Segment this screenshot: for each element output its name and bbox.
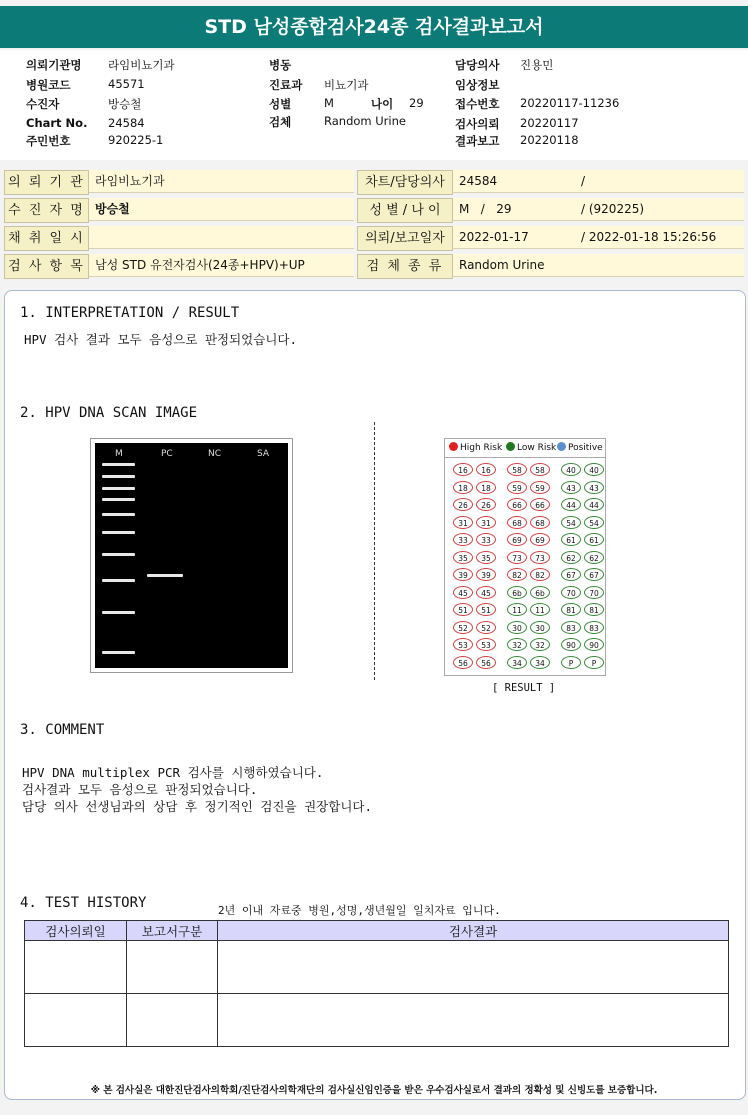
- marker-band: [102, 513, 135, 516]
- dept-value: 비뇨기과: [324, 78, 369, 92]
- gel-background: [95, 443, 288, 668]
- hpv-type-cell: 90: [584, 638, 604, 651]
- history-col-result: 검사결과: [218, 921, 729, 941]
- info-label: 의 뢰 기 관: [4, 170, 89, 195]
- grid-legend: [445, 439, 605, 458]
- resident-no-label: 주민번호: [26, 134, 71, 148]
- hpv-type-cell: 58: [530, 463, 550, 476]
- report-header: [0, 50, 748, 160]
- hpv-type-cell: 90: [561, 638, 581, 651]
- section-history-title: 4. TEST HISTORY: [20, 895, 147, 911]
- hpv-type-cell: 39: [476, 568, 496, 581]
- age-value: 29: [409, 96, 424, 110]
- info-label: 검 사 항 목: [4, 254, 89, 279]
- info-row: [0, 198, 748, 223]
- history-table: [24, 920, 729, 1047]
- hpv-type-cell: 52: [453, 621, 473, 634]
- info-row: [0, 254, 748, 279]
- hpv-type-cell: 34: [507, 656, 527, 669]
- hpv-type-cell: 82: [507, 568, 527, 581]
- section-comment-title: 3. COMMENT: [20, 722, 105, 738]
- history-cell: [25, 994, 127, 1047]
- hpv-type-cell: 45: [453, 586, 473, 599]
- hpv-type-cell: 43: [584, 481, 604, 494]
- history-cell: [127, 941, 218, 994]
- hpv-type-cell: 35: [476, 551, 496, 564]
- hpv-type-cell: 67: [561, 568, 581, 581]
- info-label: 성 별 / 나 이: [357, 198, 453, 223]
- age-label: 나이: [371, 97, 394, 111]
- specimen-value: Random Urine: [324, 114, 406, 128]
- hpv-type-cell: 26: [453, 498, 473, 511]
- hpv-type-cell: 43: [561, 481, 581, 494]
- history-cell: [218, 994, 729, 1047]
- hpv-type-cell: P: [561, 656, 581, 669]
- resident-no-value: 920225-1: [108, 133, 164, 147]
- hpv-type-cell: 40: [584, 463, 604, 476]
- hpv-type-cell: 68: [507, 516, 527, 529]
- comment-line: 담당 의사 선생님과의 상담 후 정기적인 검진을 권장합니다.: [22, 799, 373, 814]
- clinical-info-label: 임상정보: [455, 78, 500, 92]
- hpv-type-cell: 73: [530, 551, 550, 564]
- hpv-type-cell: 30: [507, 621, 527, 634]
- info-value: / 2022-01-18 15:26:56: [575, 226, 744, 249]
- marker-band: [102, 475, 135, 478]
- info-value: /: [575, 170, 744, 193]
- marker-band: [102, 487, 135, 490]
- info-value: 방승철: [89, 198, 354, 221]
- chart-no-value: 24584: [108, 116, 145, 130]
- hpv-type-cell: 52: [476, 621, 496, 634]
- info-row: [0, 226, 748, 251]
- hospital-code-value: 45571: [108, 77, 145, 91]
- hpv-type-cell: 53: [476, 638, 496, 651]
- patient-value: 방승철: [108, 97, 142, 111]
- hpv-type-cell: 39: [453, 568, 473, 581]
- chart-no-label: Chart No.: [26, 116, 88, 130]
- hospital-label: 의뢰기관명: [26, 58, 82, 72]
- history-col-report-type: 보고서구분: [127, 921, 218, 941]
- hpv-type-cell: 67: [584, 568, 604, 581]
- legend-positive: [557, 442, 603, 453]
- lane-label: SA: [257, 449, 270, 459]
- hpv-type-cell: 81: [561, 603, 581, 616]
- info-value: Random Urine: [453, 254, 744, 277]
- hpv-type-cell: 54: [584, 516, 604, 529]
- info-label: 차트/담당의사: [357, 170, 453, 195]
- history-cell: [127, 994, 218, 1047]
- info-label: 수 진 자 명: [4, 198, 89, 223]
- history-cell: [218, 941, 729, 994]
- hpv-type-cell: P: [584, 656, 604, 669]
- hpv-type-cell: 73: [507, 551, 527, 564]
- info-value: 라임비뇨기과: [89, 170, 354, 193]
- report-date-value: 20220118: [520, 133, 579, 147]
- hpv-type-cell: 51: [453, 603, 473, 616]
- hpv-type-cell: 6b: [507, 586, 527, 599]
- hpv-type-cell: 35: [453, 551, 473, 564]
- hpv-type-cell: 69: [507, 533, 527, 546]
- info-value: 24584: [453, 170, 575, 193]
- hpv-type-cell: 44: [584, 498, 604, 511]
- divider-line: [374, 422, 375, 680]
- hpv-type-cell: 54: [561, 516, 581, 529]
- request-date-label: 검사의뢰: [455, 117, 500, 131]
- marker-band: [102, 553, 135, 556]
- hpv-type-cell: 45: [476, 586, 496, 599]
- section-scan-title: 2. HPV DNA SCAN IMAGE: [20, 405, 198, 421]
- hpv-type-cell: 59: [530, 481, 550, 494]
- patient-label: 수진자: [26, 97, 60, 111]
- marker-band: [102, 579, 135, 582]
- legend-dot: [449, 442, 458, 451]
- hpv-type-cell: 44: [561, 498, 581, 511]
- hpv-type-cell: 16: [453, 463, 473, 476]
- info-value: M / 29: [453, 198, 575, 221]
- hospital-value: 라임비뇨기과: [108, 58, 175, 72]
- dept-label: 진료과: [269, 78, 303, 92]
- hpv-type-cell: 59: [507, 481, 527, 494]
- marker-band: [102, 531, 135, 534]
- hpv-type-cell: 26: [476, 498, 496, 511]
- history-row: [25, 994, 729, 1047]
- hpv-type-cell: 40: [561, 463, 581, 476]
- hpv-type-cell: 56: [453, 656, 473, 669]
- interpretation-text: HPV 검사 결과 모두 음성으로 판정되었습니다.: [24, 332, 298, 347]
- receipt-no-value: 20220117-11236: [520, 96, 620, 110]
- lane-label: NC: [208, 449, 222, 459]
- hpv-type-cell: 31: [476, 516, 496, 529]
- hpv-type-cell: 11: [507, 603, 527, 616]
- lane-label: PC: [161, 449, 173, 459]
- hpv-type-cell: 70: [584, 586, 604, 599]
- hpv-type-cell: 69: [530, 533, 550, 546]
- ward-label: 병동: [269, 58, 292, 72]
- info-value: 남성 STD 유전자검사(24종+HPV)+UP: [89, 254, 354, 277]
- gel-image: [90, 438, 293, 673]
- hpv-type-cell: 61: [561, 533, 581, 546]
- footer-notice: ※ 본 검사실은 대한진단검사의학회/진단검사의학재단의 검사실신임인증을 받은 우수검사실로서 결과의 정확성 및 신빙도를 보증합니다.: [90, 1085, 658, 1096]
- pc-band: [147, 574, 183, 577]
- sex-value: M: [324, 96, 334, 110]
- info-label: 의뢰/보고일자: [357, 226, 453, 251]
- hpv-type-cell: 11: [530, 603, 550, 616]
- hpv-type-cell: 66: [530, 498, 550, 511]
- info-value: 2022-01-17: [453, 226, 575, 249]
- hpv-type-cell: 16: [476, 463, 496, 476]
- history-row: [25, 941, 729, 994]
- report-title: STD 남성종합검사24종 검사결과보고서: [0, 6, 748, 48]
- hpv-type-cell: 32: [530, 638, 550, 651]
- hpv-type-cell: 82: [530, 568, 550, 581]
- hpv-type-cell: 33: [476, 533, 496, 546]
- hpv-type-cell: 62: [561, 551, 581, 564]
- hpv-result-grid: [444, 438, 606, 676]
- marker-band: [102, 463, 135, 466]
- hpv-type-cell: 83: [561, 621, 581, 634]
- request-date-value: 20220117: [520, 116, 579, 130]
- legend-high-risk: [449, 442, 502, 453]
- hospital-code-label: 병원코드: [26, 78, 71, 92]
- info-value: / (920225): [575, 198, 744, 221]
- info-value: [89, 226, 354, 249]
- hpv-type-cell: 53: [453, 638, 473, 651]
- comment-line: 검사결과 모두 음성으로 판정되었습니다.: [22, 782, 258, 797]
- hpv-type-cell: 81: [584, 603, 604, 616]
- receipt-no-label: 접수번호: [455, 97, 500, 111]
- hpv-type-cell: 70: [561, 586, 581, 599]
- legend-label: Low Risk: [517, 443, 557, 453]
- doctor-value: 진용민: [520, 58, 554, 72]
- history-cell: [25, 941, 127, 994]
- hpv-type-cell: 18: [476, 481, 496, 494]
- hpv-type-cell: 58: [507, 463, 527, 476]
- specimen-label: 검체: [269, 115, 292, 129]
- hpv-type-cell: 34: [530, 656, 550, 669]
- hpv-type-cell: 33: [453, 533, 473, 546]
- hpv-type-cell: 83: [584, 621, 604, 634]
- hpv-type-cell: 62: [584, 551, 604, 564]
- hpv-type-cell: 51: [476, 603, 496, 616]
- report-date-label: 결과보고: [455, 134, 500, 148]
- legend-label: High Risk: [460, 443, 503, 453]
- hpv-type-cell: 31: [453, 516, 473, 529]
- hpv-type-cell: 61: [584, 533, 604, 546]
- hpv-type-cell: 66: [507, 498, 527, 511]
- lane-label: M: [115, 449, 123, 459]
- info-label: 검 체 종 류: [357, 254, 453, 279]
- info-row: [0, 170, 748, 195]
- hpv-type-cell: 68: [530, 516, 550, 529]
- hpv-type-cell: 18: [453, 481, 473, 494]
- doctor-label: 담당의사: [455, 58, 500, 72]
- sex-label: 성별: [269, 97, 292, 111]
- info-label: 채 취 일 시: [4, 226, 89, 251]
- marker-band: [102, 611, 135, 614]
- marker-band: [102, 498, 135, 501]
- hpv-type-cell: 6b: [530, 586, 550, 599]
- marker-band: [102, 651, 135, 654]
- legend-label: Positive: [568, 443, 603, 453]
- history-header-row: [25, 921, 729, 941]
- result-label: [ RESULT ]: [492, 682, 556, 694]
- hpv-type-cell: 30: [530, 621, 550, 634]
- legend-low-risk: [506, 442, 556, 453]
- legend-dot: [506, 442, 515, 451]
- hpv-type-cell: 32: [507, 638, 527, 651]
- legend-dot: [557, 442, 566, 451]
- hpv-type-cell: 56: [476, 656, 496, 669]
- history-col-request-date: 검사의뢰일: [25, 921, 127, 941]
- history-note: 2년 이내 자료중 병원,성명,생년월일 일치자료 입니다.: [218, 904, 501, 917]
- comment-line: HPV DNA multiplex PCR 검사를 시행하였습니다.: [22, 765, 324, 780]
- section-interpretation-title: 1. INTERPRETATION / RESULT: [20, 305, 240, 321]
